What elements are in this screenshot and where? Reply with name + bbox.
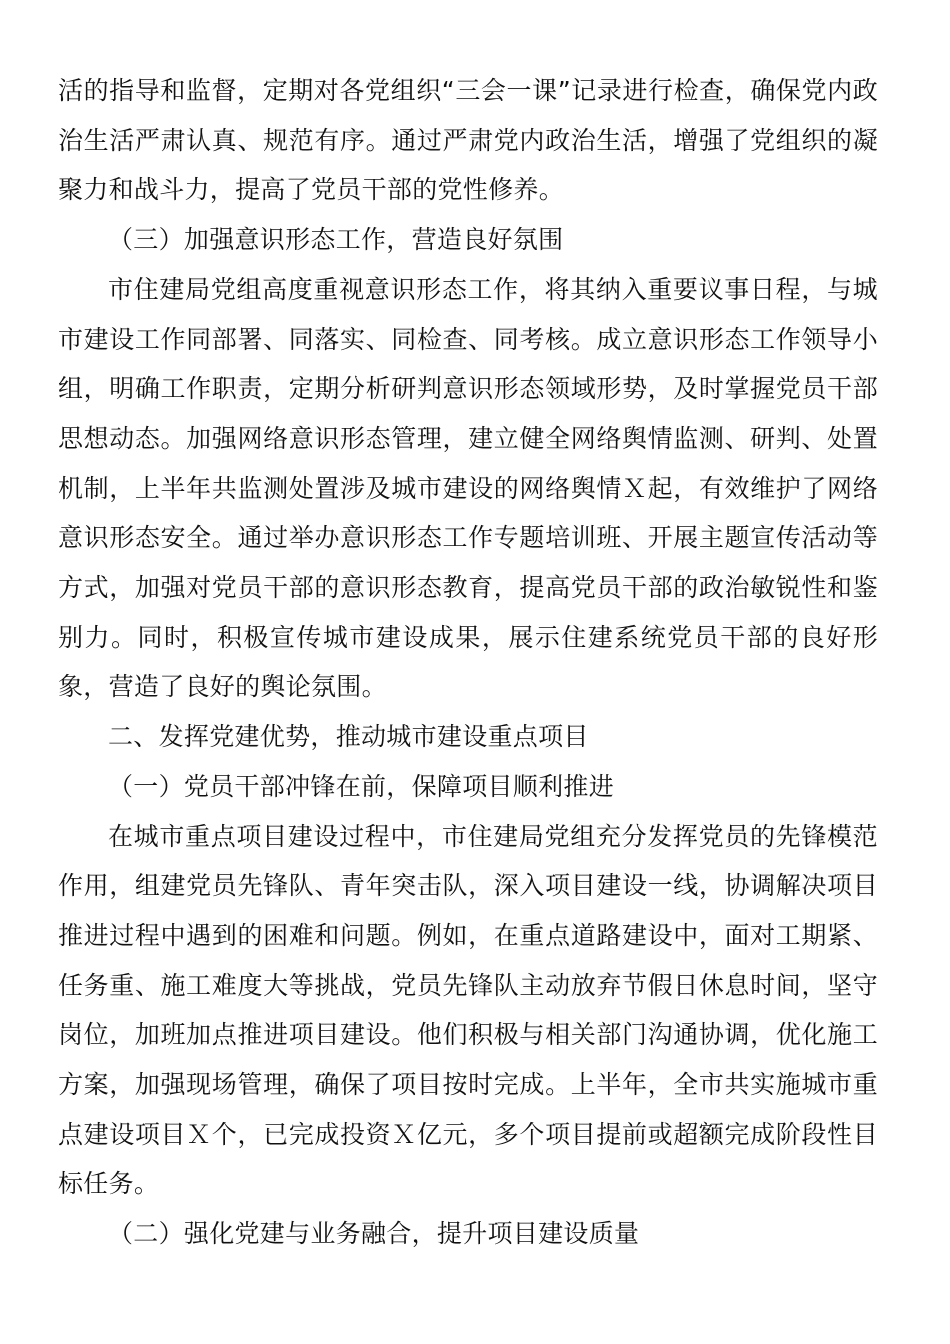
section-heading-party-advantage: 二、发挥党建优势，推动城市建设重点项目 — [108, 722, 589, 752]
paragraph-ideology-work: 市住建局党组高度重视意识形态工作，将其纳入重要议事日程，与城市建设工作同部署、同落实、同检查、同考核。成立意识形态工作领导小组，明确工作职责，定期分析研判意识形态领域形势，及时掌握党员干部思想动态。加强网络意识形态管理，建立健全网络舆情监测、研判、处置机制，上半年共监测处置涉及城市建设的网络舆情Ｘ起，有效维护了网络意识形态安全。通过举办意识形态工作专题培训班、开展主题宣传活动等方式，加强对党员干部的意识形态教育，提高党员干部的政治敏锐性和鉴别力。同时，积极宣传城市建设成果，展示住建系统党员干部的良好形象，营造了良好的舆论氛围。 — [58, 274, 878, 702]
subheading-ideology-work: （三）加强意识形态工作，营造良好氛围 — [108, 225, 564, 255]
paragraph-continuation: 活的指导和监督，定期对各党组织“三会一课”记录进行检查，确保党内政治生活严肃认真、规范有序。通过严肃党内政治生活，增强了党组织的凝聚力和战斗力，提高了党员干部的党性修养。 — [58, 76, 878, 205]
subheading-cadres-lead: （一）党员干部冲锋在前，保障项目顺利推进 — [108, 771, 615, 801]
subheading-integration: （二）强化党建与业务融合，提升项目建设质量 — [108, 1219, 640, 1249]
document-page — [58, 66, 878, 1259]
paragraph-key-projects: 在城市重点项目建设过程中，市住建局党组充分发挥党员的先锋模范作用，组建党员先锋队、青年突击队，深入项目建设一线，协调解决项目推进过程中遇到的困难和问题。例如，在重点道路建设中，面对工期紧、任务重、施工难度大等挑战，党员先锋队主动放弃节假日休息时间，坚守岗位，加班加点推进项目建设。他们积极与相关部门沟通协调，优化施工方案，加强现场管理，确保了项目按时完成。上半年，全市共实施城市重点建设项目Ｘ个，已完成投资Ｘ亿元，多个项目提前或超额完成阶段性目标任务。 — [58, 821, 878, 1199]
